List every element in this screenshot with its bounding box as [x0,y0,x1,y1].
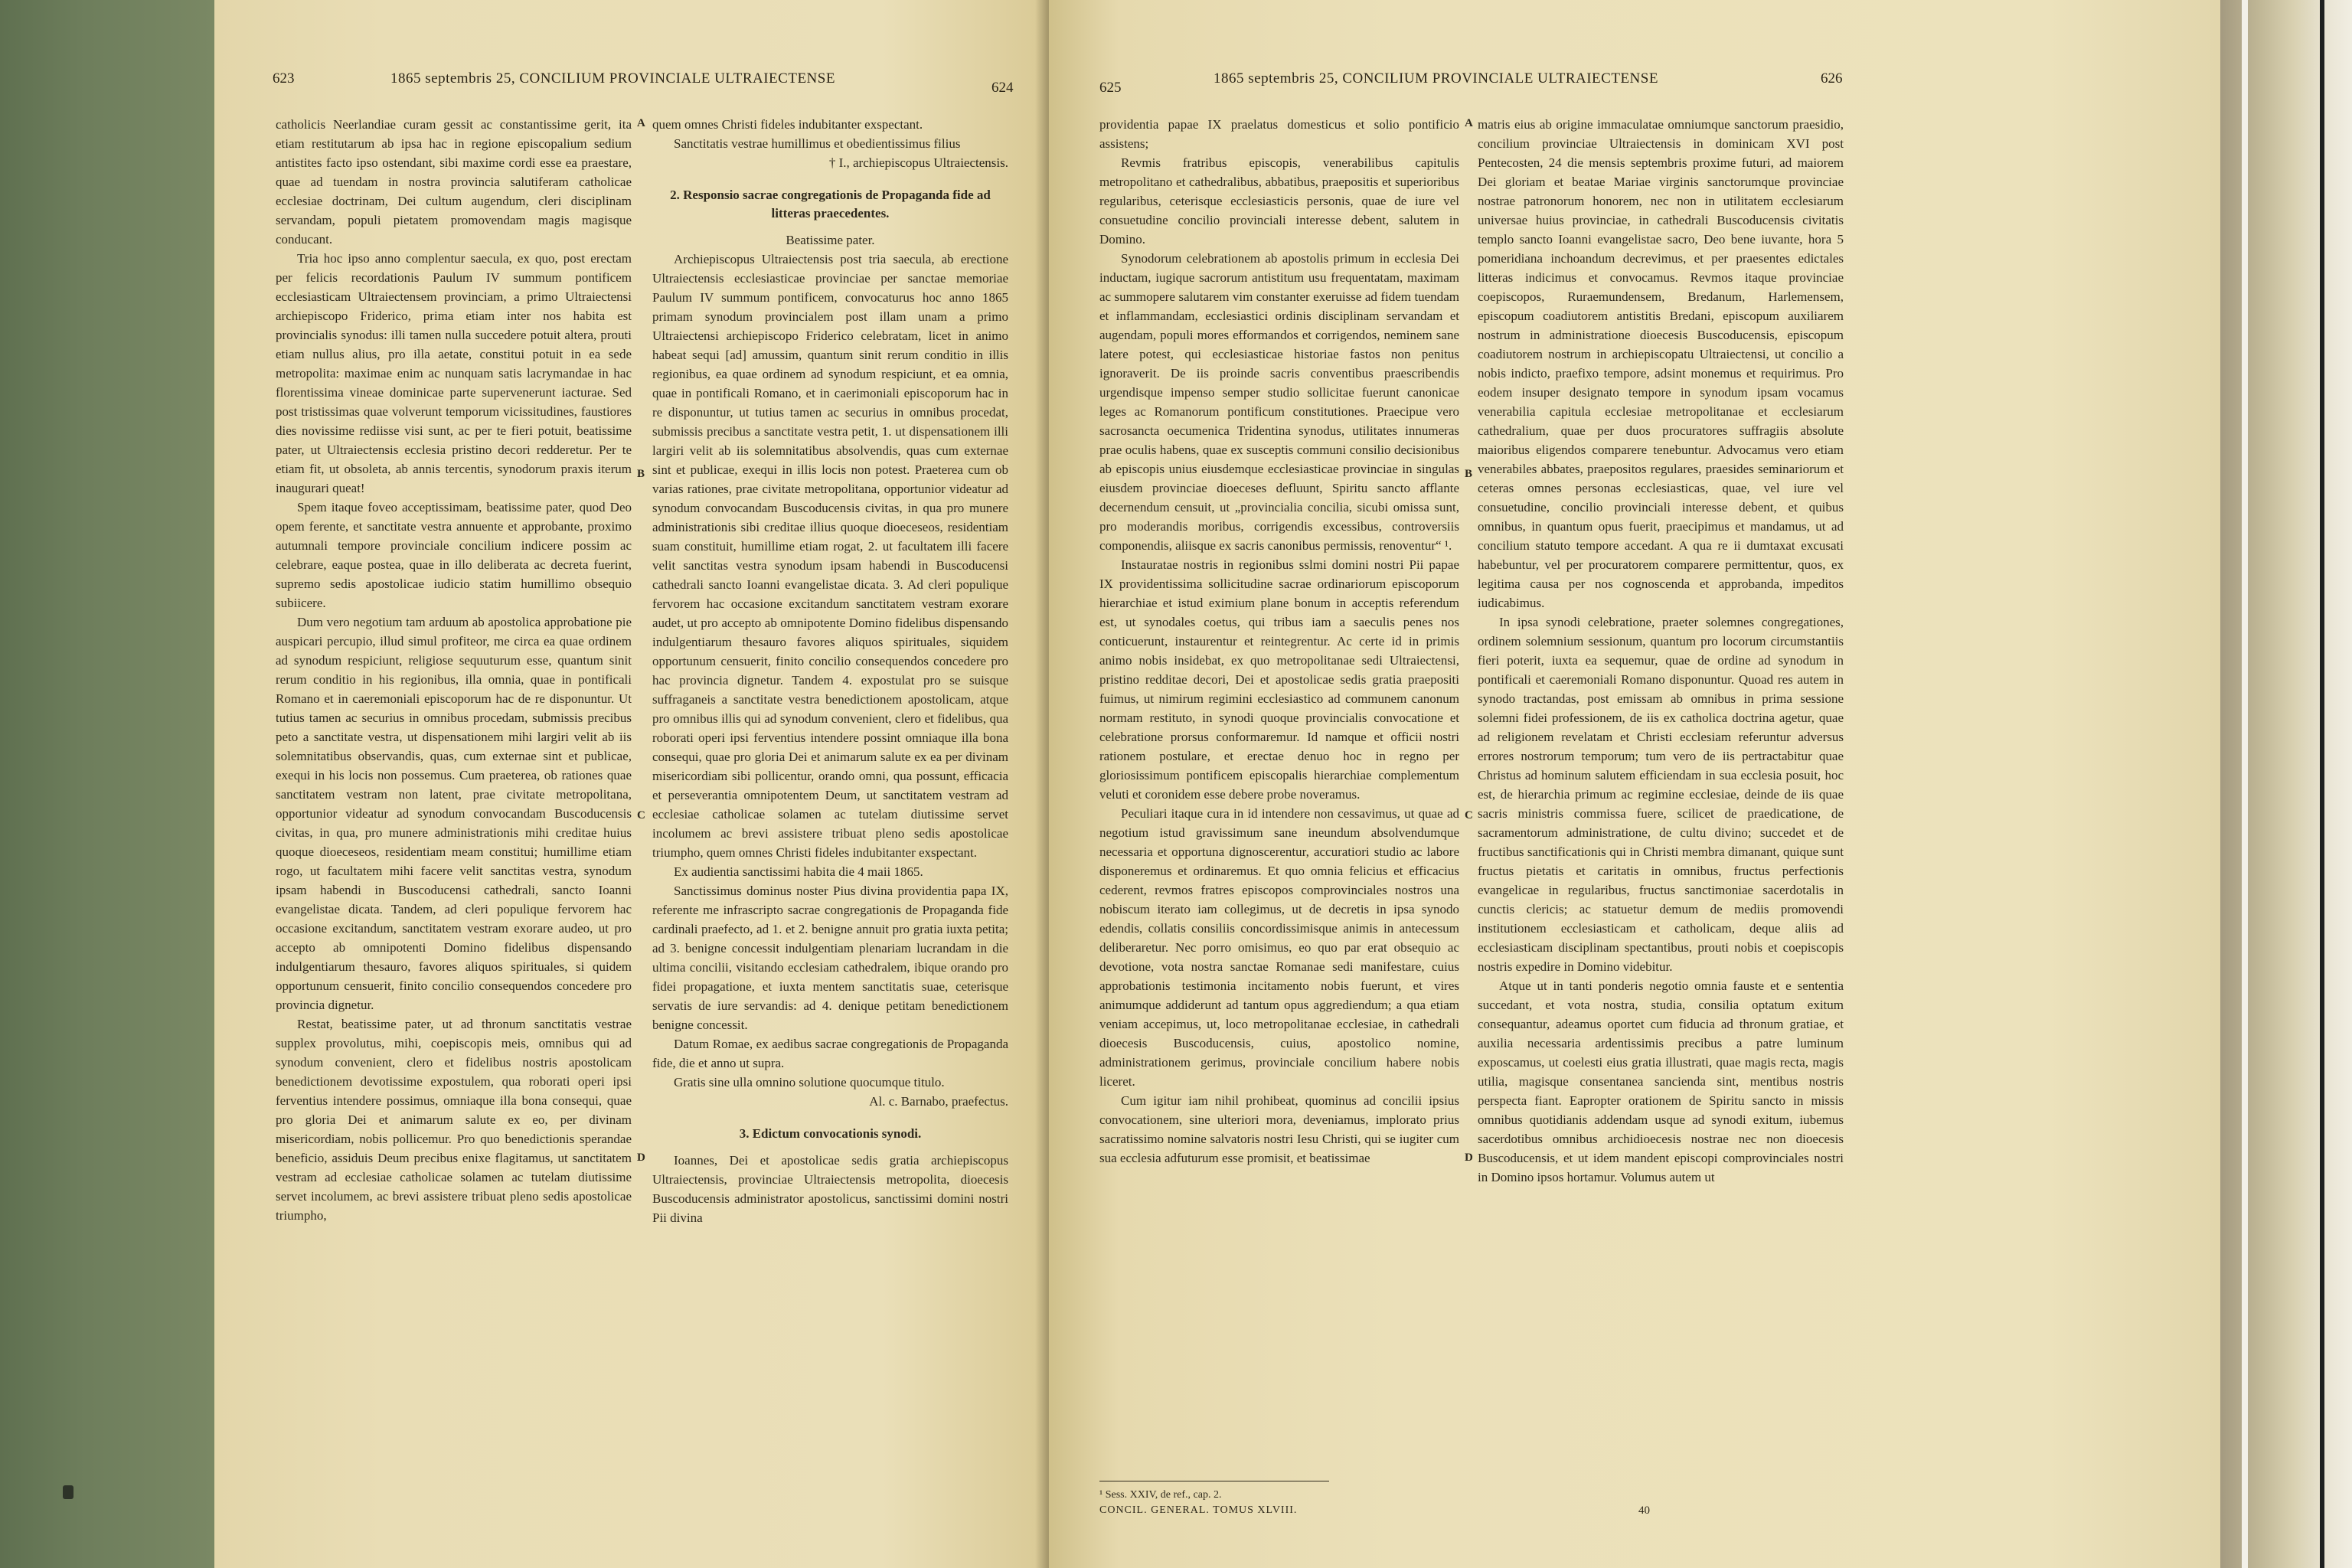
paragraph: Sanctissimus dominus noster Pius divina providentia papa IX, referente me infrascripto sacrae congregationis de Propaganda fide cardinali praefecto, ad 1. et 2. benigne annuit pro gratia iuxta petita; ad 3. benigne concessit indulgentiam plenariam lucrandam in die ultima concilii, visitando ecclesiam cathedralem, ibique orando pro fidei propagatione, et iuxta mentem sanctitatis suae, ceterisque servatis de iure servandis: ad 4. denique petitam benedictionem benigne concessit. [652,884,1008,1032]
paragraph: Tria hoc ipso anno complentur saecula, ex quo, post erectam per felicis recordationis Paulum IV summum pontificem ecclesiasticam Ultraiectensem provinciam, a primo Ultraiectensi archiepiscopo Friderico, prima etiam inter nos habita est provincialis synodus: illi tamen nulla succedere potuit altera, prouti etiam nullus alius, pro illa aetate, constitui potuit in ea sede metropolita: maximae enim ac nunquam satis lacrymandae in hac florentissima vineae dominicae parte supervenerunt iacturae. Sed post tristissimas quae volverunt temporum vicissitudines, faustiores dies novissime rediisse visi sunt, ac per te fieri potuit, beatissime pater, ut Ultraiectensis ecclesia pristino decori redderetur. Per te etiam fit, ut obsoleta, ab annis tercentis, synodorum praxis iterum inaugurari queat! [276,251,632,495]
paragraph: Atque ut in tanti ponderis negotio omnia fauste et e sententia succedant, et vota nostra, studia, consilia optatum exitum consequantur, adeamus oportet cum fiducia ad thronum gratiae, et auxilia necessaria ardentissimis precibus a patre luminum exposcamus, ut coelesti eius gratia illustrati, quae magis recta, magis utilia, magisque consentanea sancienda sint, mentibus nostris perspecta fiant. Eapropter orationem de Spiritu sancto in missis omnibus quotidianis addendam usque ad synodi exitum, iubemus sacerdotibus omnibus archidioecesis nostrae nec non dioecesis Buscoducensis, et ut idem mandent episcopi comprovinciales nostri in Domino ipsos hortamur. Volumus autem ut [1478,978,1844,1184]
signature-barnabo: Al. c. Barnabo, praefectus. [869,1094,1008,1109]
paragraph: Datum Romae, ex aedibus sacrae congregationis de Propaganda fide, die et anno ut supra. [652,1037,1008,1070]
page-number-626: 626 [1821,70,1843,87]
left-page-column-2 [652,115,1008,1554]
paragraph: catholicis Neerlandiae curam gessit ac constantissime gerit, ita etiam restitutarum ab ipsa hac in regione episcopalium sedium antistites facto ipso ostendant, sibi maxime cordi esse ea praestare, quae ad tuendam in nostra provincia salutiferam catholicae ecclesiae doctrinam, Dei cultum augendum, cleri disciplinam servandam, populi pietatem promovendam magis magisque conducant. [276,117,632,247]
paragraph: Revmis fratribus episcopis, venerabilibus capitulis metropolitano et cathedralibus, abbatibus, praepositis et superioribus regularibus, ceterisque ecclesiasticis personis, quae de iure vel consuetudine concilio provinciali interesse debent, salutem in Domino. [1099,155,1459,247]
signature-mark: CONCIL. GENERAL. TOMUS XLVIII. [1099,1504,1298,1516]
paragraph: Sanctitatis vestrae humillimus et obedientissimus filius [674,136,961,151]
paragraph: quem omnes Christi fideles indubitanter exspectant. [652,117,923,132]
margin-letter-a: A [1465,117,1473,129]
book-edge-right [2220,0,2352,1568]
book-cradle-left [0,0,214,1568]
footnote-area [1099,1470,1459,1539]
paragraph: Synodorum celebrationem ab apostolis primum in ecclesia Dei inductam, iugique sacrorum antistitum usu frequentatam, maximam ac summopere salutarem vim constanter exeruisse ad fidem tuendam et inflammandam, ecclesiastici ordinis disciplinam servandam et augendam, populi mores efformandos et corrigendos, neminem sane latere potest, qui ecclesiasticae historiae fastos non penitus ignoraverit. De iis proinde sacris conventibus praescribendis urgendisque impenso semper studio sollicitae fuerunt canonicae leges ac Romanorum pontificum constitutiones. Praecipue vero sacrosancta oecumenica Tridentina synodus, utilitates innumeras prae oculis habens, quae ex susceptis communi consilio decisionibus ab episcopis unius eiusdemque ecclesiasticae provinciae in singulas eiusdem provinciae dioeceses defluunt, Spiritu sancto afflante decernendum censuit, ut „provincialia concilia, sicubi omissa sunt, pro moderandis moribus, corrigendis excessibus, controversiis componendis, aliisque ex sacris canonibus permissis, renoventur“ ¹. [1099,251,1459,553]
paragraph: matris eius ab origine immaculatae omniumque sanctorum praesidio, concilium provinciae Ultraiectensis in dominicam XVI post Pentecosten, 24 die mensis septembris proxime futuri, ad maiorem Dei gloriam et beatae Mariae virginis sanctorumque provinciae nostrae patronorum honorem, nec non in utilitatem ecclesiarum universae huius provinciae, in cathedrali Buscoducensis civitatis templo sancto Ioanni evangelistae sacro, Deo bene iuvante, hora 5 pomeridiana inchoandum decrevimus, et per praesentes edictales litteras indicimus et convocamus. Revmos itaque provinciae coepiscopos, Ruraemundensem, Bredanum, Harlemensem, episcopum coadiutorem antistitis Bredani, episcopum auxiliarem nostrum in administratione dioecesis Buscoducensis, episcopum coadiutorem nostrum in archiepiscopatu Ultraiectensi, ut concilio a nobis indicto, praefixo tempore, adsint monemus et requirimus. Pro eodem insuper designato tempore in synodum ipsam vocamus venerabilia capitula ecclesiae metropolitanae et ecclesiarum cathedralium, quae per duos procuratores suffragiis absolute maioribus eligendos comparere tenebuntur. Advocamus vero etiam venerabiles abbates, praepositos regulares, praesides seminariorum et ceteras omnes personas ecclesiasticas, quae, vel iure vel consuetudine, concilio provinciali interesse debent, et quibus omnibus, in quantum opus fuerit, praecipimus et mandamus, ut ad concilium statuto tempore accedant. A qua re ii dumtaxat excusati habebuntur, vel per procuratorem comparere permittentur, quos, ex legitima causa per nos cognoscenda et approbanda, impeditos iudicabimus. [1478,117,1844,610]
margin-letter-b: B [1465,468,1473,480]
paragraph: Ioannes, Dei et apostolicae sedis gratia archiepiscopus Ultraiectensis, provinciae Ultraiectensis metropolita, dioecesis Buscoducensis administrator apostolicus, sanctissimi domini nostri Pii divina [652,1153,1008,1225]
left-page-column-1 [276,115,632,1554]
margin-letter-a: A [637,117,645,129]
page-number-623: 623 [273,70,295,87]
margin-letter-b: B [637,468,645,480]
right-page-column-2 [1478,115,1844,1508]
paragraph: Dum vero negotium tam arduum ab apostolica approbatione pie auspicari percupio, illud simul profiteor, me circa ea quae ordinem ad synodum respiciunt, religiose sequuturum esse, quantum sinit rerum conditio in his regionibus, illa omnia, quae in pontificali Romano et in caeremoniali episcoporum hac de re disponuntur. Ut tutius tamen ac securius in omnibus procedam, submissis precibus peto a sanctitate vestra, ut dispensationem mihi largiri velit ab iis solemnitatibus observandis, quas, cum externae sint et publicae, exequi in his locis non possemus. Cum praeterea, ob rationes quae sanctitatem vestram non latent, prae civitate metropolitana, opportunior videatur ad synodum convocandam Buscoducensis civitas, in qua, pro munere administrationis mihi creditae huius quoque dioeceseos, residentiam meam constitui; humillime etiam rogo, ut facultatem mihi facere velit sanctitas vestra, synodum ipsam habendi in Buscoducensi cathedrali, sancto Ioanni evangelistae dicata. Tandem, ad cleri populique fervorem hac occasione excitandum, sanctitatem vestram exorare audeo, ut pro accepto ab omnipotenti Domino fidelibus dispensando indulgentiarum thesauro, favores aliquos spirituales, si quidem opportunum censuerit, finito concilio consequendos concedere pro provincia dignetur. [276,615,632,1012]
running-title-right: 1865 septembris 25, CONCILIUM PROVINCIALE ULTRAIECTENSE [1214,70,1658,87]
margin-letter-d: D [637,1152,645,1164]
signature-archbishop: † I., archiepiscopus Ultraiectensis. [828,155,1008,170]
paragraph: Ex audientia sanctissimi habita die 4 maii 1865. [674,864,923,879]
margin-letter-d: D [1465,1152,1473,1164]
margin-letter-c: C [1465,809,1473,822]
paragraph: Gratis sine ulla omnino solutione quocumque titulo. [674,1075,945,1089]
right-page-column-1 [1099,115,1459,1462]
paragraph: Archiepiscopus Ultraiectensis post tria saecula, ab erectione Ultraiectensis ecclesiasticae provinciae per sanctae memoriae Paulum IV summum pontificem, convocaturus hoc anno 1865 primam synodum provincialem post illam unam a primo Ultraiectensi archiepiscopo Friderico celebratam, licet in animo habeat sequi [ad] amussim, quantum sinit rerum conditio in illis regionibus, ea quae ordinem ad synodum respiciunt, et ea omnia, quae in pontificali Romano, et in caerimoniali episcoporum hac in re disponuntur, ut tutius tamen ac securius in omnibus procedat, submissis precibus a sanctitate vestra petit, 1. ut dispensationem illi largiri velit ab iis solemnitatibus absolvendis, quas cum externae sint et publicae, exequi in illis locis non potest. Praeterea cum ob varias rationes, prae civitate metropolitana, opportunior videatur ad synodum convocandam Buscoducensis civitas, in qua pro munere administrationis sibi creditae illius quoque dioeceseos, residentiam suam constituit, humillime etiam rogat, 2. ut facultatem illi facere velit sanctitas vestra synodum ipsam habendi in Buscoducensi cathedrali sancto Ioanni evangelistae dicata. 3. Ad cleri populique fervorem hac occasione excitandum sanctitatem vestram exorare audet, ut pro accepto ab omnipotente Domino fidelibus dispensando indulgentiarum thesauro favores aliquos spirituales, siquidem opportunum censuerit, finito concilio consequendos concedere pro hac provincia dignetur. Tandem 4. expostulat pro se suisque suffraganeis a sanctitate vestra benedictionem apostolicam, atque pro omnibus illis qui ad synodum convenient, clero et fidelibus, qua roborati operi ipsi ferventius intendere possint omniaque illa bona consequi, quae pro gloria Dei et animarum salute ex ea per divinam misericordiam sibi pollicentur, orando omni, qua possunt, efficacia et perseverantia omnipotentem Deum, ut sanctitatem vestram ad ecclesiae catholicae solamen ac tutelam diutissime servet incolumem ac brevi assistere tribuat pleno sedis apostolicae triumpho, quem omnes Christi fideles indubitanter exspectant. [652,252,1008,860]
paragraph: Peculiari itaque cura in id intendere non cessavimus, ut quae ad negotium istud gravissimum sane ineundum absolvendumque necessaria et opportuna dignoscerentur, accuratiori studio ac labore disponeremus et ordinaremus. Et quo omnia felicius et efficacius cederent, revmos fratres episcopos comprovinciales nostros una nobiscum iterato iam collegimus, ut de decretis in ipsa synodo edendis, collatis consiliis concordissimisque animis in antecessum deliberaretur. Nec porro omisimus, eo quo par erat obsequio ac devotione, vota nostra sanctae Romanae sedi manifestare, cuius approbationis testimonia incitamento nobis fuerunt, et vires animumque addiderunt ad tantum opus aggrediendum; a qua etiam veniam accepimus, ut, loco metropolitanae ecclesiae, in cathedrali dioecesis Buscoducensis, cuius, apostolico nomine, administrationem gerimus, provinciale concilium habere nobis liceret. [1099,806,1459,1089]
section-heading-3: 3. Edictum convocationis synodi. [739,1126,922,1141]
book-spine-edge [2320,0,2324,1568]
cradle-mark [63,1485,74,1499]
paragraph: Spem itaque foveo acceptissimam, beatissime pater, quod Deo opem ferente, et sanctitate vestra annuente et approbante, proximo autumnali tempore provinciale concilium indicere possim ac celebrare, eaque postea, quae in illo deliberata ac decreta fuerint, supremo sedis apostolicae iudicio statim humillimo obsequio subiicere. [276,500,632,610]
paragraph: Cum igitur iam nihil prohibeat, quominus ad concilii ipsius convocationem, sine ulteriori mora, deveniamus, implorato prius sacratissimo nomine salvatoris nostri Iesu Christi, qui se iugiter cum sua ecclesia adfuturum esse promisit, et beatissimae [1099,1093,1459,1165]
page-edge [2242,0,2248,1568]
left-page [214,0,1049,1568]
gathering-number: 40 [1638,1504,1650,1517]
salutation: Beatissime pater. [786,233,875,247]
page-number-625: 625 [1099,80,1122,96]
section-heading-2: 2. Responsio sacrae congregationis de Propaganda fide ad litteras praecedentes. [670,188,991,220]
page-number-624: 624 [991,80,1014,96]
paragraph: providentia papae IX praelatus domesticus et solio pontificio assistens; [1099,117,1459,151]
paragraph: Restat, beatissime pater, ut ad thronum sanctitatis vestrae supplex provolutus, mihi, coepiscopis meis, omnibus qui ad synodum convenient, clero et fidelibus nostris apostolicam benedictionem devotissime expostulem, qua roborati operi ipsi ferventius intendere possimus, omniaque illa bona consequi, quae pro gloria Dei et animarum salute ex eo, per divinam misericordiam, nobis pollicemur. Pro quo benedictionis sperandae beneficio, assiduis Deum precibus enixe flagitamus, ut sanctitatem vestram ad ecclesiae catholicae solamen ac tutelam diutissime servet incolumem, ac brevi assistere tribuat pleno sedis apostolicae triumpho, [276,1017,632,1223]
footnote: ¹ Sess. XXIV, de ref., cap. 2. [1099,1489,1222,1501]
paragraph: In ipsa synodi celebratione, praeter solemnes congregationes, ordinem solemnium sessionum, quantum pro locorum circumstantiis fieri poterit, iuxta ea sequemur, quae de ordine ad synodum in pontificali et caeremoniali Romano disponuntur. Quoad res autem in synodo tractandas, post emissam ab omnibus in prima sessione solemni fidei professionem, de iis ex catholica doctrina agetur, quae ad religionem revelatam et Christi ecclesiam referuntur adversus errores nostrorum temporum; tum vero de iis pertractabitur quae Christus ad hominum salutem efficiendam in sua ecclesia posuit, hoc est, de hierarchia primum ac regimine ecclesiae, deinde de iis quae sacris ministris commissa fuere, scilicet de praedicatione, de sacramentorum administratione, de cultu divino; succedet et de fructibus sanctificationis qui in Christi membra dimanant, quique sunt fructus pietatis et caritatis in omnibus, fructus perfectionis evangelicae in regularibus, fructus sanctimoniae sacerdotalis in cunctis clericis; ac statuetur demum de mediis promovendi institutionem ecclesiasticam et catholicam, deque aliis ad ecclesiasticam disciplinam spectantibus, prouti nobis et coepiscopis nostris expedire in Domino videbitur. [1478,615,1844,974]
margin-letter-c: C [637,809,645,822]
paragraph: Instauratae nostris in regionibus sslmi domini nostri Pii papae IX providentissima sollicitudine sacrae ordinariorum episcoporum hierarchiae et istud eximium plane bonum in acceptis referendum est, ut synodales coetus, qui tribus iam a saeculis penes nos conticuerunt, instaurentur et reintegrentur. Ac certe id in primis animo nobis insidebat, ex quo metropolitanae sedi Ultraiectensi, pristino redditae decori, Dei et apostolicae sedis gratia praepositi fuimus, ut nimirum regimini ecclesiastico ad communem canonum normam restituto, in synodi quoque provincialis convocatione et celebratione prorsus conformaremur. Id namque et officii nostri rationem postulare, et erectae denuo hoc in regno per gloriosissimum pontificem episcopalis hierarchiae complementum veluti et coronidem esse debere probe noveramus. [1099,557,1459,802]
right-page [1049,0,2220,1568]
running-title-left: 1865 septembris 25, CONCILIUM PROVINCIALE ULTRAIECTENSE [390,70,835,87]
